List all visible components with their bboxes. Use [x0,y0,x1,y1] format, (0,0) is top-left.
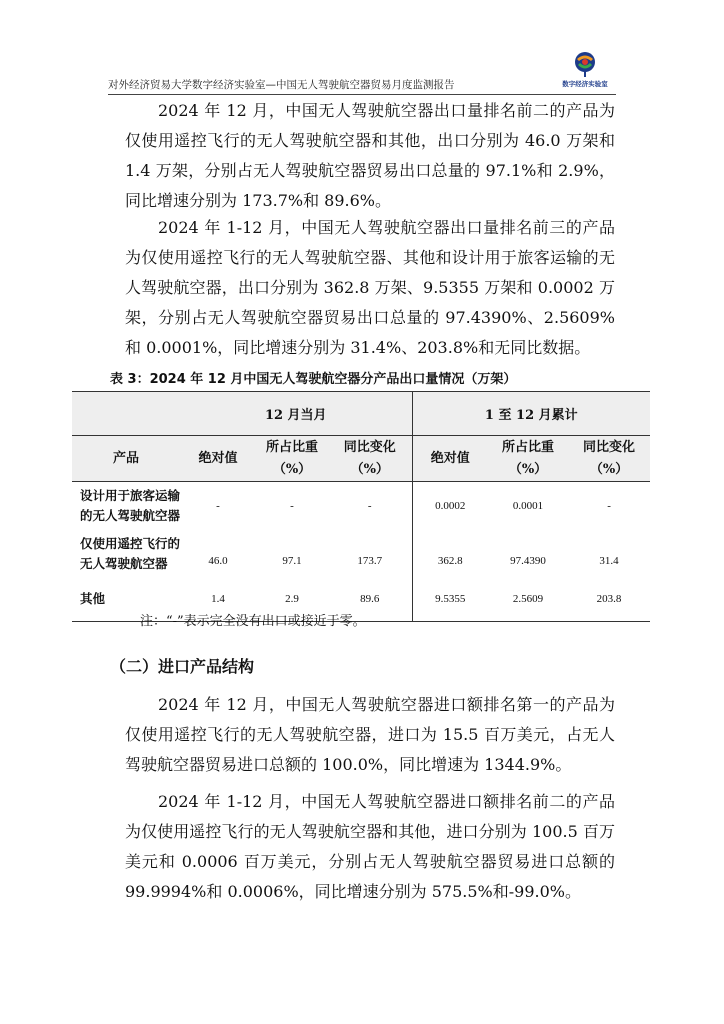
header-line1: 绝对值 [198,450,238,466]
table-cell: 46.0 [208,554,228,567]
lab-logo-text: 数字经济实验室 [562,80,608,88]
table-row [72,530,650,578]
running-header: 对外经济贸易大学数字经济实验室—中国无人驾驶航空器贸易月度监测报告 [108,79,455,91]
table-cell: 0.0002 [412,482,488,530]
lab-logo-icon [574,50,596,78]
header-line2: （%） [272,461,312,477]
table-header-month-absolute [180,436,256,482]
table-row-product: 设计用于旅客运输的无人驾驶航空器 [80,487,181,523]
table-group-header-blank [72,392,180,436]
table-cell: 362.8 [412,530,488,578]
table-cell: - [367,499,372,512]
table-header-product: 产品 [72,436,180,482]
table-cell: 9.5355 [412,578,488,622]
table-cell: - [290,499,294,512]
lab-logo [552,50,618,90]
table-caption: 表 3：2024 年 12 月中国无人驾驶航空器分产品出口量情况（万架） [110,372,517,387]
header-line2: （%） [508,461,548,477]
table-header-year-absolute [412,436,488,482]
table-header-year-yoy [568,436,650,482]
table-group-header-month: 12 月当月 [180,392,412,436]
table-cell: 2.9 [256,578,328,622]
table-header-year-share [488,436,568,482]
table-cell: 203.8 [568,578,650,622]
table-cell: 2.5609 [488,578,568,622]
header-line1: 同比变化 [583,439,636,455]
table-row-product: 其他 [72,578,180,622]
header-line1: 同比变化 [343,439,396,455]
table-row [72,482,650,530]
section-title: （二）进口产品结构 [110,657,255,676]
header-line1: 所占比重 [265,439,318,455]
paragraph-import-year: 2024 年 1-12 月，中国无人驾驶航空器进口额排名前二的产品为仅使用遥控飞行的无人驾驶航空器和其他，进口分别为 100.5 百万美元和 0.0006 百万美元，分别占无人驾驶航空器贸易进口总额的 99.9994%和 0.0006%，同比增速分别为 575.5%和-99.0%。 [125,792,615,901]
header-line2: （%） [589,461,629,477]
table-cell: 89.6 [328,578,412,622]
header-line1: 所占比重 [502,439,555,455]
paragraph-import-month: 2024 年 12 月，中国无人驾驶航空器进口额排名第一的产品为仅使用遥控飞行的无人驾驶航空器，进口为 15.5 百万美元，占无人驾驶航空器贸易进口总额的 100.0%，同比增速为 1344.9%。 [125,695,615,774]
table-note: 注：“-”表示完全没有出口或接近于零。 [140,614,366,629]
table-cell: - [216,499,220,512]
table-header-month-share [256,436,328,482]
table-header-month-yoy [328,436,412,482]
table-cell: - [607,499,611,512]
table-group-header-cumulative: 1 至 12 月累计 [412,392,650,436]
paragraph-export-month: 2024 年 12 月，中国无人驾驶航空器出口量排名前二的产品为仅使用遥控飞行的无人驾驶航空器和其他，出口分别为 46.0 万架和 1.4 万架，分别占无人驾驶航空器贸易出口总量的 97.1%和 2.9%，同比增速分别为 173.7%和 89.6%。 [125,101,615,210]
header-line2: （%） [350,461,389,477]
paragraph-export-year: 2024 年 1-12 月，中国无人驾驶航空器出口量排名前三的产品为仅使用遥控飞行的无人驾驶航空器、其他和设计用于旅客运输的无人驾驶航空器，出口分别为 362.8 万架、9.5355 万架和 0.0002 万架，分别占无人驾驶航空器贸易出口总量的 97.4390%、2.5609%和 0.0001%，同比增速分别为 31.4%、203.8%和无同比数据。 [125,218,615,357]
table-cell: 0.0001 [512,499,544,512]
table-column-header-row [72,436,650,482]
table-cell: 31.4 [599,554,619,567]
table-cell: 97.4390 [510,554,546,567]
table-cell: 173.7 [357,554,383,567]
table-row-product: 仅使用遥控飞行的无人驾驶航空器 [80,535,181,571]
table-cell: 1.4 [180,578,256,622]
table-cell: 97.1 [282,554,302,567]
export-table [72,391,650,622]
header-line1: 绝对值 [430,450,470,466]
table-group-header-row [72,392,650,436]
header-rule [108,94,616,95]
